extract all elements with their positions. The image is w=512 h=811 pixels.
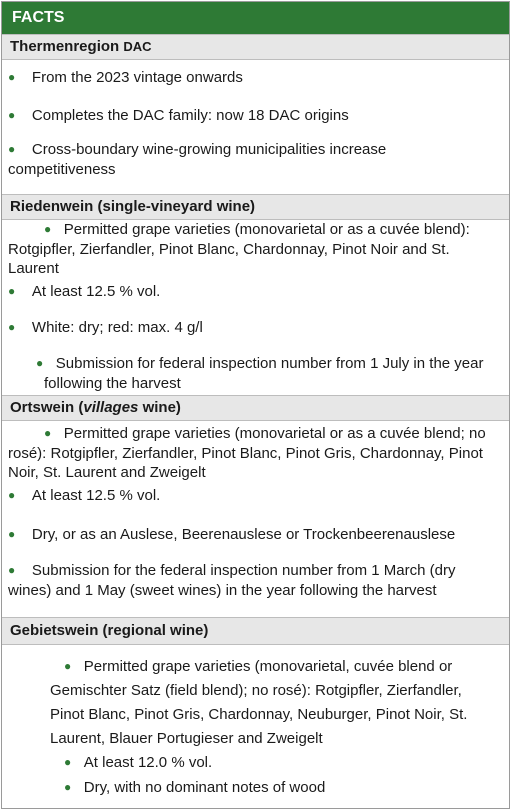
list-item <box>36 354 494 393</box>
list-item-text: Permitted grape varieties (monovarietal or as a cuvée blend): Rotgipfler, Zierfandler, Pinot Blanc, Chardonnay, Pinot Noir and St. Laurent <box>8 221 470 277</box>
bullet-icon: ● <box>8 563 16 577</box>
section-ortswein-body <box>2 421 509 617</box>
list-item-text: Completes the DAC family: now 18 DAC origins <box>31 107 349 124</box>
list-item-text: From the 2023 vintage onwards <box>31 69 243 86</box>
list-item-text: Cross-boundary wine-growing municipalities increase competitiveness <box>8 141 387 178</box>
list-item-text: Dry, or as an Auslese, Beerenauslese or Trockenbeerenauslese <box>31 526 456 543</box>
bullet-icon: ● <box>64 755 72 769</box>
list-item-text: Submission for the federal inspection number from 1 March (dry wines) and 1 May (sweet wines) in the year following the harvest <box>8 562 456 599</box>
section-thermenregion-title <box>2 34 509 60</box>
section-gebietswein-title: Gebietswein (regional wine) <box>2 617 509 645</box>
bullet-icon: ● <box>44 222 52 236</box>
list-item-text: Permitted grape varieties (monovarietal, cuvée blend or Gemischter Satz (field blend); no rosé): Rotgipfler, Zierfandler, Pinot Blanc, Pinot Gris, Chardonnay, Neuburger, Pinot Noir, St. Laurent, Blauer Portugieser and Zweigelt <box>50 658 468 747</box>
list-item-text: At least 12.5 % vol. <box>31 487 161 504</box>
bullet-icon: ● <box>64 659 72 673</box>
list-item <box>8 318 498 338</box>
section-ortswein-title <box>2 395 509 421</box>
list-item <box>8 220 488 278</box>
bullet-icon: ● <box>8 70 16 84</box>
bullet-icon: ● <box>8 320 16 334</box>
section-title-suffix: DAC <box>123 39 152 54</box>
bullet-icon: ● <box>8 488 16 502</box>
section-gebietswein-body <box>2 645 509 805</box>
list-item-text: Submission for federal inspection number from 1 July in the year following the harvest <box>44 355 484 392</box>
list-item-text: Permitted grape varieties (monovarietal or as a cuvée blend; no rosé): Rotgipfler, Zierfandler, Pinot Blanc, Pinot Gris, Chardonnay, Pinot Noir, St. Laurent and Zweigelt <box>8 425 486 481</box>
bullet-icon: ● <box>8 108 16 122</box>
bullet-icon: ● <box>8 284 16 298</box>
section-title-end: wine) <box>138 399 181 416</box>
section-riedenwein-title: Riedenwein (single-vineyard wine) <box>2 194 509 220</box>
bullet-icon: ● <box>8 142 16 156</box>
list-item-text: White: dry; red: max. 4 g/l <box>31 319 203 336</box>
list-item <box>8 106 498 126</box>
facts-header: FACTS <box>2 2 509 34</box>
list-item-text: At least 12.0 % vol. <box>83 754 213 771</box>
facts-box <box>1 1 510 809</box>
list-item <box>8 68 498 88</box>
bullet-icon: ● <box>44 426 52 440</box>
section-riedenwein-body <box>2 220 509 395</box>
list-item <box>64 776 484 800</box>
list-item <box>64 751 484 775</box>
section-title-text: Thermenregion <box>10 38 124 55</box>
list-item <box>8 424 493 482</box>
bullet-icon: ● <box>8 527 16 541</box>
bullet-icon: ● <box>64 780 72 794</box>
list-item-text: Dry, with no dominant notes of wood <box>83 779 326 796</box>
list-item <box>8 525 503 545</box>
list-item <box>8 140 458 179</box>
list-item <box>8 282 498 302</box>
section-thermenregion-body <box>2 60 509 194</box>
list-item <box>8 561 498 600</box>
list-item <box>8 486 498 506</box>
list-item-text: At least 12.5 % vol. <box>31 283 161 300</box>
bullet-icon: ● <box>36 356 44 370</box>
list-item <box>50 655 490 751</box>
section-title-italic: villages <box>83 399 139 416</box>
section-title-text: Ortswein ( <box>10 399 84 416</box>
